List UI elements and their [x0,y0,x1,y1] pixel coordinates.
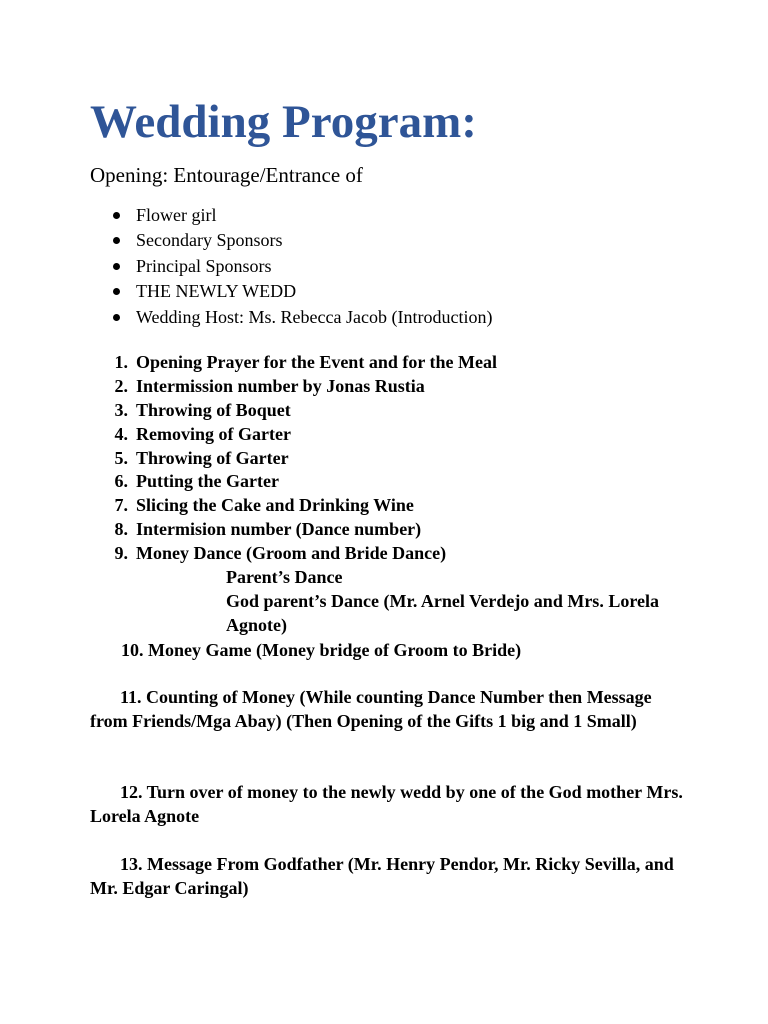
list-item: Secondary Sponsors [90,228,710,253]
program-item-11: 11. Counting of Money (While counting Dance Number then Message from Friends/Mga Abay) (Then Opening of the Gifts 1 big and 1 Small) [90,687,652,731]
list-item: Wedding Host: Ms. Rebecca Jacob (Introduction) [90,305,710,330]
program-item: 9. Money Dance (Groom and Bride Dance) [114,543,447,564]
bullet-icon [113,288,120,295]
program-item: 6. Putting the Garter [114,471,279,492]
bullet-icon [113,314,120,321]
program-list [90,351,710,566]
list-item: Flower girl [90,203,710,228]
entourage-list [90,203,710,330]
program-item: 3. Throwing of Boquet [114,399,291,420]
list-item: THE NEWLY WEDD [90,279,710,304]
opening-heading: Opening: Entourage/Entrance of [90,163,363,187]
bullet-icon [113,237,120,244]
bullet-icon [113,212,120,219]
program-item: 8. Intermision number (Dance number) [114,519,422,540]
program-item: 4. Removing of Garter [114,423,291,444]
program-item: 1. Opening Prayer for the Event and for the Meal [114,352,497,372]
godparents-dance: God parent’s Dance (Mr. Arnel Verdejo and Mrs. Lorela Agnote) [226,591,659,635]
program-item: 2. Intermission number by Jonas Rustia [114,375,425,396]
program-item-10: 10. Money Game (Money bridge of Groom to Bride) [121,640,522,660]
program-item-13: 13. Message From Godfather (Mr. Henry Pendor, Mr. Ricky Sevilla, and Mr. Edgar Caringal) [90,854,674,898]
parents-dance: Parent’s Dance [226,567,343,587]
list-item: Principal Sponsors [90,254,710,279]
page-title: Wedding Program: [90,96,477,148]
program-item-12: 12. Turn over of money to the newly wedd by one of the God mother Mrs. Lorela Agnote [90,782,683,826]
program-item: 5. Throwing of Garter [114,447,289,468]
bullet-icon [113,263,120,270]
program-item: 7. Slicing the Cake and Drinking Wine [114,495,414,516]
